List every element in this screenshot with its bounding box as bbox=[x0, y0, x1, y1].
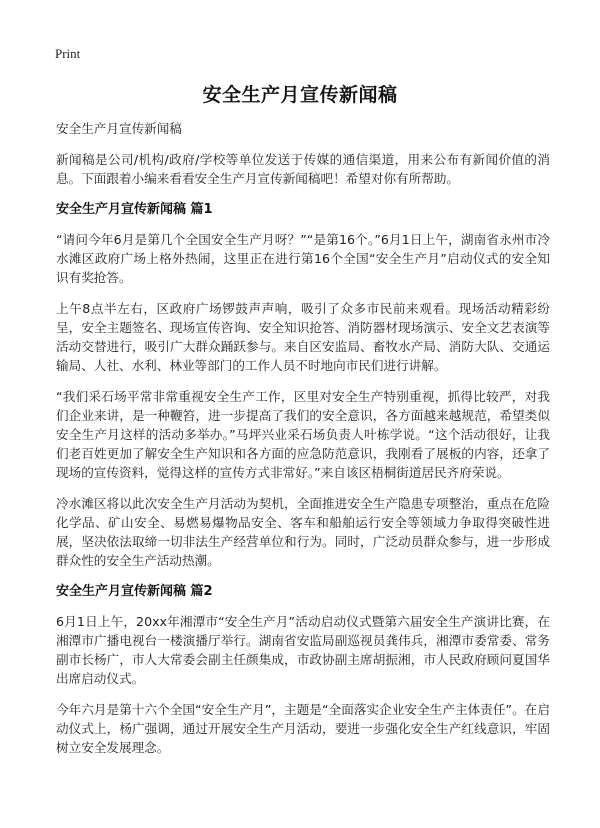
print-link[interactable]: Print bbox=[55, 46, 81, 61]
paragraph: 上午8点半左右，区政府广场锣鼓声声响，吸引了众多市民前来观看。现场活动精彩纷呈，安全主题签名、现场宣传咨询、安全知识抢答、消防器材现场演示、安全文艺表演等活动交替进行，吸引广大群众踊跃参与。来自区安监局、畜牧水产局、消防大队、交通运输局、人社、水利、林业等部门的工作人员不时地向市民们进行讲解。 bbox=[56, 301, 550, 373]
paragraph: 冷水滩区将以此次安全生产月活动为契机，全面推进安全生产隐患专项整治，重点在危险化学品、矿山安全、易燃易爆物品安全、客车和船舶运行安全等领域力争取得突破性进展，坚决依法取缔一切非法生产经营单位和行为。同时，广泛动员群众参与，进一步形成群众性的安全生产活动热潮。 bbox=[56, 496, 550, 568]
article-subtitle: 安全生产月宣传新闻稿 bbox=[56, 121, 182, 136]
section-heading-1: 安全生产月宣传新闻稿 篇1 bbox=[56, 202, 213, 217]
intro-paragraph: 新闻稿是公司/机构/政府/学校等单位发送于传媒的通信渠道，用来公布有新闻价值的消息。下面跟着小编来看看安全生产月宣传新闻稿吧！希望对你有所帮助。 bbox=[56, 152, 550, 186]
paragraph: “我们采石场平常非常重视安全生产工作，区里对安全生产特别重视，抓得比较严，对我们企业来讲，是一种鞭笞，进一步提高了我们的安全意识，各方面越来越规范，希望类似安全生产月这样的活动多举办。”马坪兴业采石场负责人叶栋学说。“这个活动很好，让我们老百姓更加了解安全生产知识和各方面的应急防范意识，我刚看了展板的内容，还拿了现场的宣传资料，觉得这样的宣传方式非常好。”来自该区梧桐街道居民齐府荣说。 bbox=[56, 389, 550, 480]
paragraph: “请问今年6月是第几个全国安全生产月呀？”“是第16个。”6月1日上午，湖南省永州市冷水滩区政府广场上格外热闹，这里正在进行第16个全国“安全生产月”启动仪式的安全知识有奖抢答。 bbox=[56, 232, 550, 285]
paragraph: 6月1日上午，20xx年湘潭市“安全生产月”活动启动仪式暨第六届安全生产演讲比赛，在湘潭市广播电视台一楼演播厅举行。湖南省安监局副巡视员龚伟兵，湘潭市委常委、常务副市长杨广，市人大常委会副主任颜集成，市政协副主席胡振湘，市人民政府顾问夏国华出席启动仪式。 bbox=[56, 614, 550, 686]
paragraph: 今年六月是第十六个全国“安全生产月”，主题是“全面落实企业安全生产主体责任”。在启动仪式上，杨广强调，通过开展安全生产月活动，要进一步强化安全生产红线意识，牢固树立安全发展理念。 bbox=[56, 702, 550, 755]
page-title: 安全生产月宣传新闻稿 bbox=[202, 84, 398, 106]
section-heading-2: 安全生产月宣传新闻稿 篇2 bbox=[56, 584, 213, 599]
article-body bbox=[56, 119, 550, 769]
